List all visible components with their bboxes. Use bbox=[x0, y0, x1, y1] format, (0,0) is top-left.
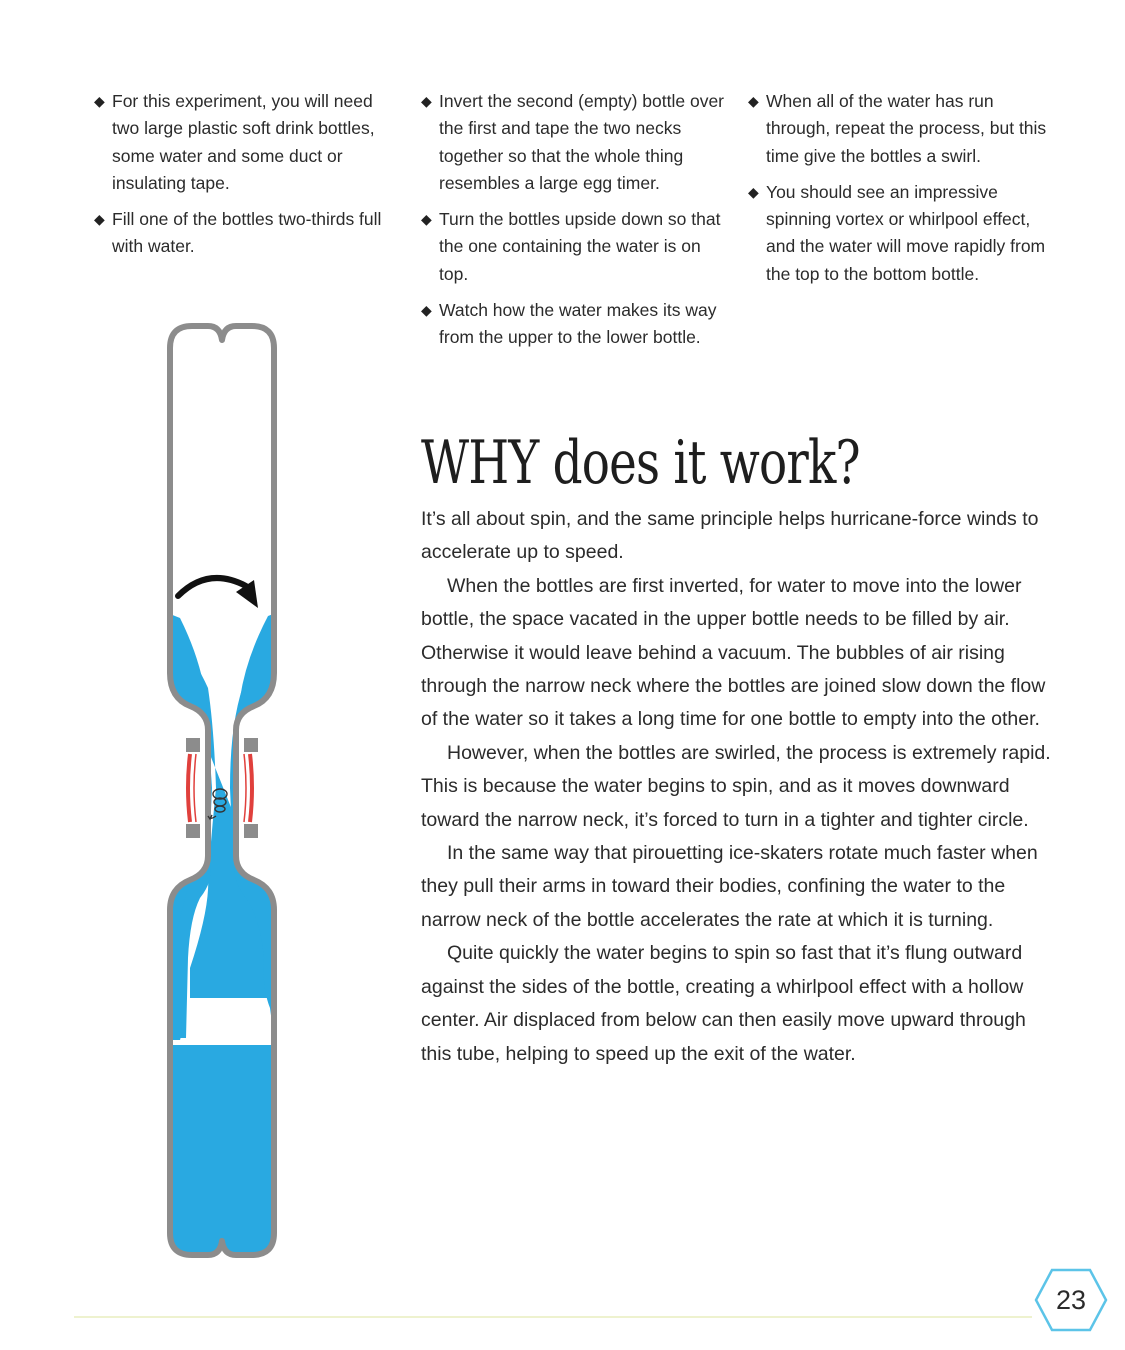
instruction-item: ◆ For this experiment, you will need two large plastic soft drink bottles, some water and some duct or insulating tape. bbox=[94, 88, 394, 197]
bottle-vortex-illustration bbox=[150, 318, 295, 1264]
paragraph: Quite quickly the water begins to spin so fast that it’s flung outward against the sides of the bottle, creating a whirlpool effect with a hollow center. Air displaced from below can then easily move upward through this tube, helping to speed up the exit of the water. bbox=[421, 942, 1026, 1065]
paragraph: When the bottles are first inverted, for water to move into the lower bottle, the space vacated in the upper bottle needs to be filled by air. Otherwise it would leave behind a vacuum. The bubbles of air rising through the narrow neck where the bottles are joined slow down the flow of the water so it takes a long time for one bottle to empty into the other. bbox=[421, 574, 1046, 731]
instruction-item: ◆ You should see an impressive spinning vortex or whirlpool effect, and the water will move rapidly from the top to the bottom bottle. bbox=[748, 179, 1048, 288]
instructions-column-1 bbox=[94, 88, 394, 270]
tape-right bbox=[250, 754, 252, 822]
section-heading: WHY does it work? bbox=[421, 428, 860, 498]
instructions-column-2 bbox=[421, 88, 731, 361]
instructions-column-3 bbox=[748, 88, 1048, 297]
diamond-bullet-icon: ◆ bbox=[421, 211, 432, 228]
diamond-bullet-icon: ◆ bbox=[94, 93, 105, 109]
footer-rule bbox=[74, 1316, 1032, 1318]
diamond-bullet-icon: ◆ bbox=[748, 93, 759, 109]
rotation-arrow-icon bbox=[178, 578, 246, 596]
diamond-bullet-icon: ◆ bbox=[421, 302, 432, 319]
instruction-item: ◆ Fill one of the bottles two-thirds full with water. bbox=[94, 206, 394, 261]
diamond-bullet-icon: ◆ bbox=[94, 211, 105, 228]
diamond-bullet-icon: ◆ bbox=[748, 183, 759, 200]
tape-left bbox=[188, 754, 190, 822]
explanation-body bbox=[421, 503, 1061, 1071]
instruction-item: ◆ Watch how the water makes its way from the upper to the lower bottle. bbox=[421, 297, 731, 352]
paragraph: In the same way that pirouetting ice-skaters rotate much faster when they pull their arms in toward their bodies, confining the water to the narrow neck of the bottle accelerates the rate at which it is turning. bbox=[421, 842, 1038, 931]
instruction-item: ◆ Turn the bottles upside down so that the one containing the water is on top. bbox=[421, 206, 731, 288]
paragraph: However, when the bottles are swirled, the process is extremely rapid. This is because the water begins to spin, and as it moves downward toward the narrow neck, it’s forced to turn in a tighter and tighter circle. bbox=[421, 741, 1051, 831]
diamond-bullet-icon: ◆ bbox=[421, 93, 432, 109]
page-number: 23 bbox=[1055, 1285, 1087, 1315]
instruction-item: ◆ When all of the water has run through, repeat the process, but this time give the bottles a swirl. bbox=[748, 88, 1048, 170]
paragraph: It’s all about spin, and the same principle helps hurricane-force winds to accelerate up to speed. bbox=[421, 508, 1039, 564]
instruction-item: ◆ Invert the second (empty) bottle over the first and tape the two necks together so that the whole thing resembles a large egg timer. bbox=[421, 88, 731, 197]
